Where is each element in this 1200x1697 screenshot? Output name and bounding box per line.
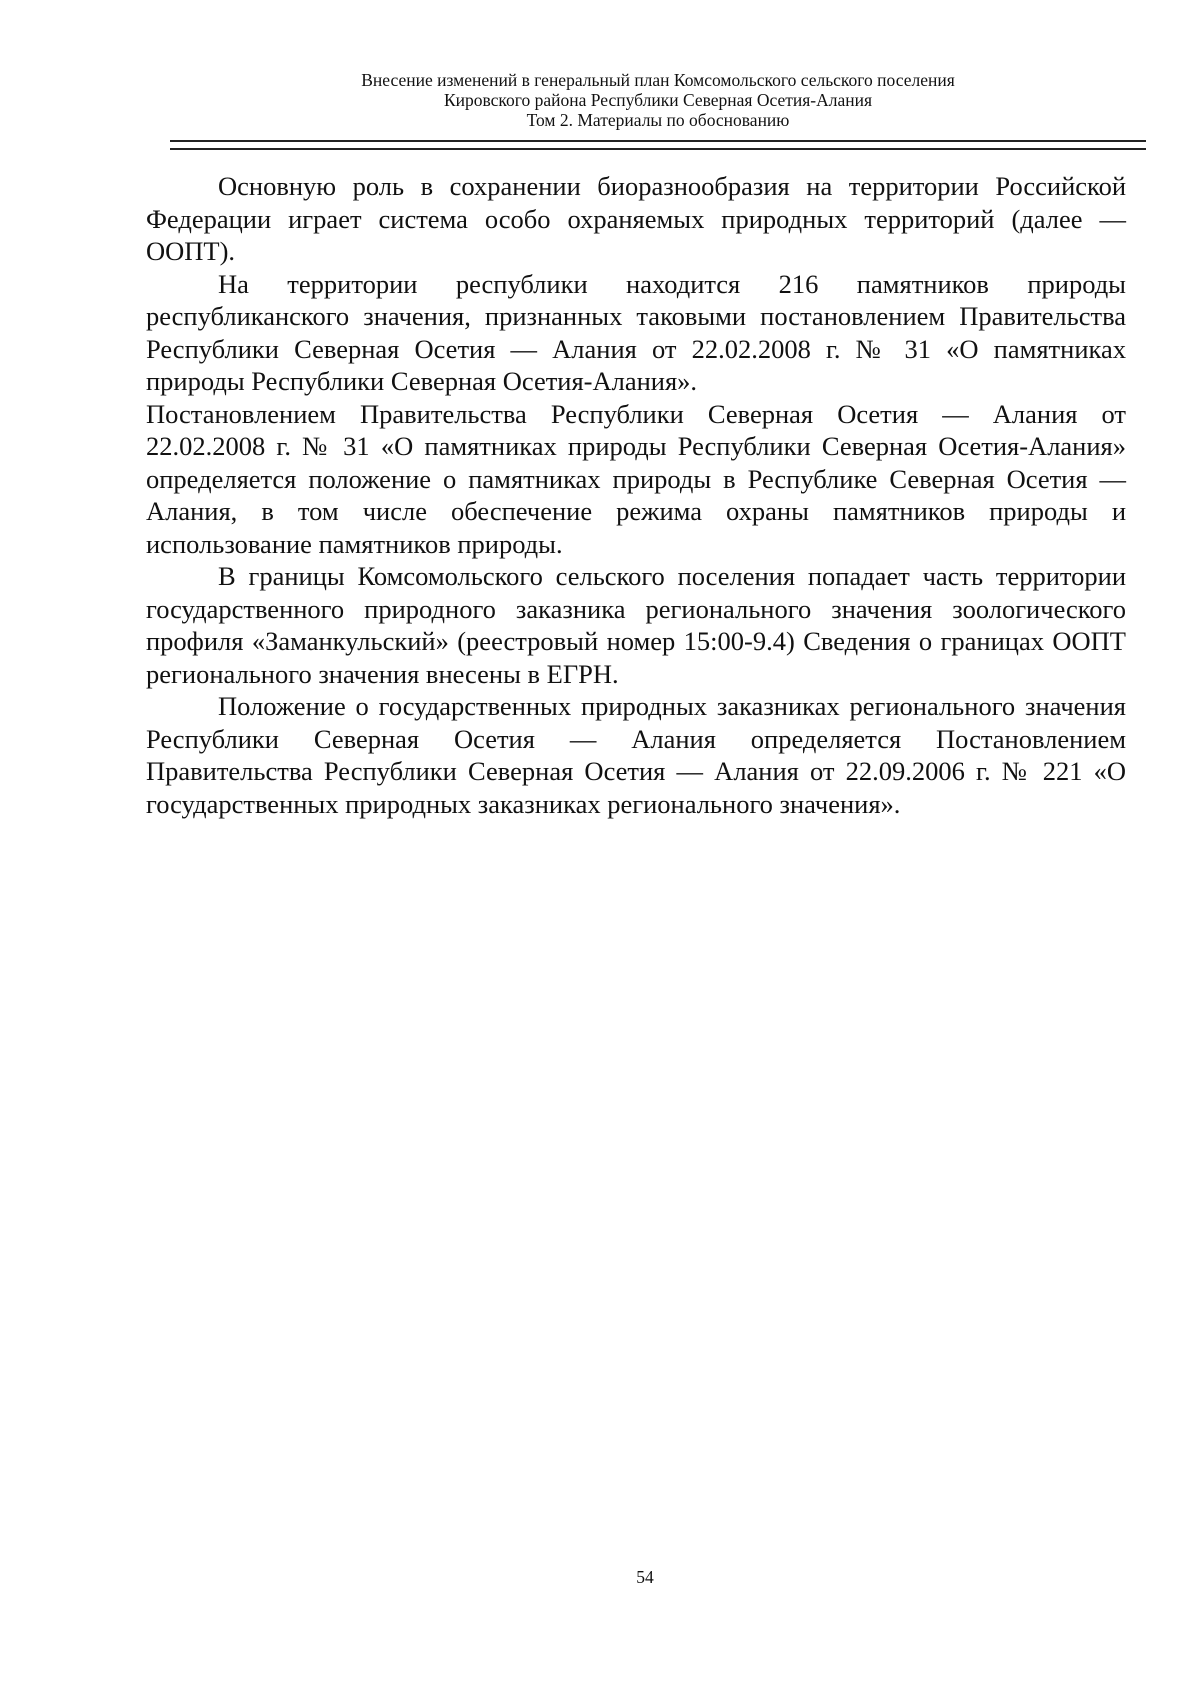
header-region-line: Кировского района Республики Северная Осетия-Алания [443, 90, 873, 110]
header-double-rule [170, 140, 1146, 150]
document-header [170, 70, 1146, 130]
page-number: 54 [636, 1567, 654, 1587]
paragraph-resolution: Постановлением Правительства Республики Северная Осетия — Алания от 22.02.2008 г. № 31 «О памятниках природы Республики Северная Осетия-Алания» определяется положение о памятниках природы в Республике Северная Осетия — Алания, в том числе обеспечение режима охраны памятников природы и использование памятников природы. [146, 398, 1126, 559]
header-title-line: Внесение изменений в генеральный план Комсомольского сельского поселения [361, 70, 955, 90]
header-volume-line: Том 2. Материалы по обоснованию [526, 110, 790, 130]
paragraph-reserve-regulation: Положение о государственных природных заказниках регионального значения Республики Северная Осетия — Алания определяется Постановлением Правительства Республики Северная Осетия — Алания от 22.09.2006 г. № 221 «О государственных природных заказниках регионального значения». [146, 691, 1126, 819]
paragraph-oopt-role: Основную роль в сохранении биоразнообразия на территории Российской Федерации играет система особо охраняемых природных территорий (далее — ООПТ). [146, 171, 1126, 266]
document-body [146, 170, 1126, 820]
paragraph-nature-monuments: На территории республики находится 216 памятников природы республиканского значения, признанных таковыми постановлением Правительства Республики Северная Осетия — Алания от 22.02.2008 г. № 31 «О памятниках природы Республики Северная Осетия-Алания». [146, 268, 1126, 396]
paragraph-zamankulsky-reserve: В границы Комсомольского сельского поселения попадает часть территории государственного природного заказника регионального значения зоологического профиля «Заманкульский» (реестровый номер 15:00-9.4) Сведения о границах ООПТ регионального значения внесены в ЕГРН. [146, 561, 1126, 689]
